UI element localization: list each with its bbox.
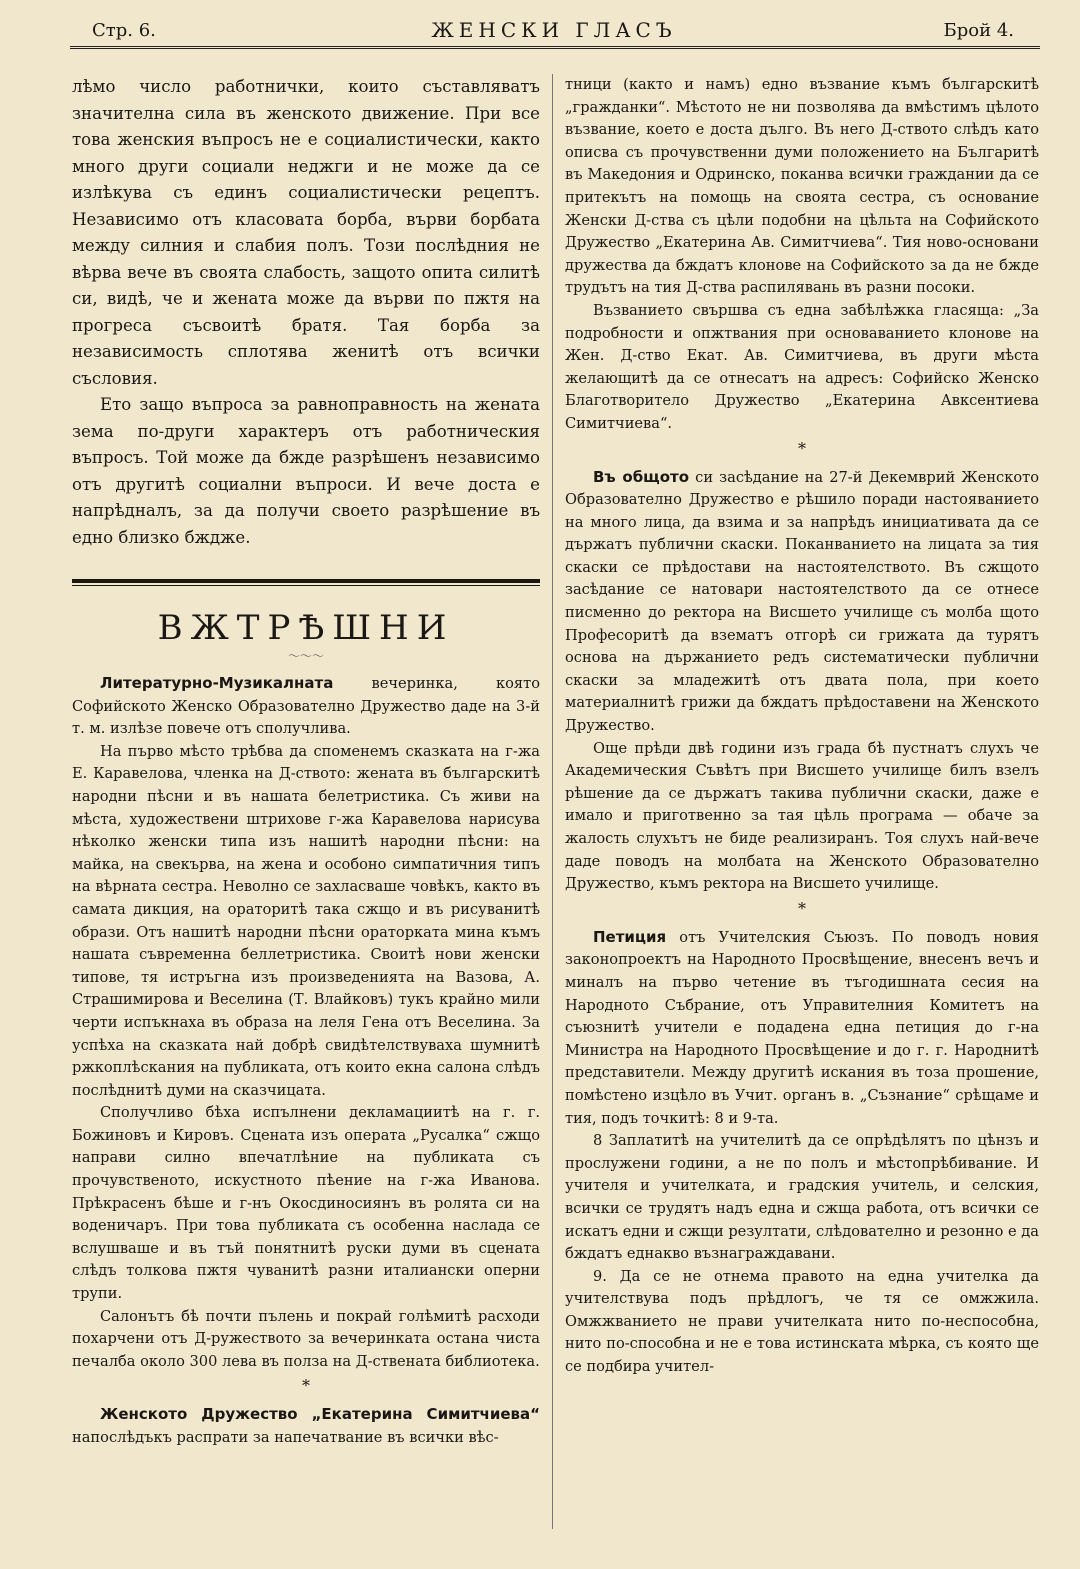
article-text: вечеринка, която Софийското Женско Образователно Дружество даде на 3-й т. м. излѣзе повече отъ сполучлива. [72,675,540,738]
page-number: Стр. 6. [92,20,156,41]
article-text: отъ Учителския Съюзъ. По поводъ новия законопроектъ на Народното Просвѣщение, внесенъ вечъ и миналъ на първо четение въ тъгодишната сесия на Народното Събрание, отъ Управителния Комитетъ на съюзнитѣ учители е подадена една петиция до г-на Министра на Народното Просвѣщение и до г. г. Народнитѣ представители. Между другитѣ искания въ тоза прошение, помѣстено изцѣло въ Учит. органъ в. „Съзнание“ срѣщаме и тия, подъ точкитѣ: 8 и 9-та. [565,928,1039,1127]
ornament: 〜〜〜 [287,649,324,663]
section-heading: ВЖТРѢШНИ [157,608,455,648]
paragraph: 9. Да се не отнема правото на една учителка да учителствува подъ прѣдлогъ, че тя се омжжила. Омжжванието не прави учителката нито по-неспособна, нито по-способна и не е това истинската мѣрка, съ която ще се подбира учител- [565,1267,1039,1376]
article-text: напослѣдъкъ распрати за напечатвание въ всички вѣс- [72,1429,499,1446]
article-lead: Петиция [593,927,667,946]
right-column [565,74,1039,1379]
issue-number: Брой 4. [943,20,1014,41]
separator-asterisk: * [798,438,806,458]
article-lead: Женското Дружество „Екатерина Симитчиева“ [100,1405,540,1424]
paragraph: лѣмо число работнички, които съставляватъ значителна сила въ женското движение. При все това женския въпросъ не е социалистически, както много други социали неджги и не може да се излѣкува съ единъ социалистически рецептъ. Независимо отъ класовата борба, върви борбата между силния и слабия полъ. Този послѣдния не вѣрва вече въ своята слабость, защото опита силитѣ си, видѣ, че и жената може да върви по пжтя на прогреса съсвоитѣ братя. Тая борба за независимость сплотява женитѣ отъ всички съсловия. [72,77,540,388]
section-divider [72,579,540,586]
paragraph: 8 Заплатитѣ на учителитѣ да се опрѣдѣлятъ по цѣнзъ и прослужени години, а не по полъ и мѣстопрѣбивание. И учителя и учителката, и градския учитель, и селския, всички се трудятъ надъ една и сжща работа, отъ всички се искатъ едни и сжщи резултати, слѣдователно и резонно е да бждатъ еднакво възнаграждавани. [565,1132,1039,1263]
column-divider [552,74,553,1529]
header-rule [70,46,1040,49]
paragraph: Салонътъ бѣ почти пълень и покрай голѣмитѣ расходи похарчени отъ Д-ружеството за вечеринката остана чиста печалба около 300 лева въ полза на Д-ствената библиотека. [72,1307,540,1370]
paragraph: На първо мѣсто трѣбва да споменемъ сказката на г-жа Е. Каравелова, членка на Д-ството: жената въ българскитѣ народни пѣсни и въ нашата белетристика. Съ живи на мѣста, художествени штрихове г-жа Каравелова нарисува нѣколко женски типа изъ нашитѣ народни пѣсни: на майка, на свекърва, на жена и особоно симпатичния типъ на вѣрната сестра. Неволно се захласваше човѣкъ, както въ самата дикция, на ораторитѣ така сжщо и въ рисуванитѣ образи. Отъ нашитѣ народни пѣсни ораторката мина къмъ нашата съвременна беллетристика. Своитѣ нови женски типове, тя истръгна изъ произведенията на Вазова, А. Страшимирова и Веселина (Т. Влайковъ) тукъ крайно мили черти испъкнаха въ образа на леля Гена отъ Веселина. За успѣха на сказката най добрѣ свидѣтелствуваха шумнитѣ ржкоплѣскания на публиката, отъ които екна салона слѣдъ послѣднитѣ думи на сказчицата. [72,742,540,1099]
article-lead: Литературно-Музикалната [100,674,334,692]
separator-asterisk: * [302,1376,310,1396]
article-literary-evening [72,672,540,741]
paragraph: Сполучливо бѣха испълнени декламациитѣ на г. г. Божиновъ и Кировъ. Сцената изъ операта „Русалка“ сжщо направи силно впечатлѣние на публиката съ прочувственото, искустното пѣение на г-жа Иванова. Прѣкрасенъ бѣше и г-нъ Окосдиносиянъ въ ролята си на воденичаръ. При това публиката съ особенна наслада се вслушваше и въ тъй понятнитѣ руски думи въ сцената слѣдъ толкова пжтя чуванитѣ разни италиански оперни трупи. [72,1104,540,1303]
running-header [72,14,1036,46]
paragraph: Още прѣди двѣ години изъ града бѣ пустнатъ слухъ че Академическия Съвѣтъ при Висшето училище билъ взелъ рѣшение да се държатъ такива публични скаски, даже е имало и приготвенно за тая цѣль програма — обаче за жалость слухътъ не биде реализиранъ. Тоя слухъ най-вече даде поводъ на молбата на Женското Образователно Дружество, къмъ ректора на Висшето училище. [565,739,1039,893]
left-column [72,74,540,1450]
article-simitchieva-society [72,1403,540,1449]
article-general-meeting [565,466,1039,738]
newspaper-title: ЖЕНСКИ ГЛАСЪ [431,18,677,42]
article-text: си засѣдание на 27-й Декемврий Женското Образователно Дружество е рѣшило поради настояванието на много лица, да взима и за напрѣдъ инициативата да се държатъ публични скаски. Поканванието на лицата за тия скаски се прѣдостави на настоятелството. Въ сжщото засѣдание се натовари настоятелството да се отнесе писменно до ректора на Висшето училище съ молба щото Професоритѣ да взематъ отгорѣ си грижата да турятъ основа на държанието редъ систематически публични скаски за младежитѣ отъ двата пола, при което материалнитѣ грижи да бждатъ прѣдоставени на Женското Дружество. [565,468,1039,735]
article-lead: Въ общото [593,467,690,486]
article-teachers-petition [565,926,1039,1130]
separator-asterisk: * [798,898,806,918]
paragraph: Ето защо въпроса за равноправность на жената зема по-други характеръ отъ работническия въпросъ. Той може да бжде разрѣшенъ независимо отъ другитѣ социални въпроси. И вече доста е напрѣдналъ, за да получи своето разрѣшение въ едно близко бждже. [72,395,540,547]
paragraph: тници (както и намъ) едно възвание къмъ българскитѣ „гражданки“. Мѣстото не ни позволява да вмѣстимъ цѣлото възвание, което е доста дълго. Въ него Д-ството слѣдъ като описва съ прочувственни думи положението на Българитѣ въ Македония и Одринско, поканва всички граждании да се притекътъ на помощь на своята сестра, съ основание Женски Д-ства съ цѣли подобни на цѣльта на Софийското Дружество „Екатерина Ав. Симитчиева“. Тия ново-основани дружества да бждатъ клонове на Софийското за да не бжде трудътъ на тия Д-ства распилявань въ разни посоки. [565,76,1039,297]
paragraph: Възванието свършва съ една забѣлѣжка гласяща: „За подробности и опжтвания при основаванието клонове на Жен. Д-ство Екат. Ав. Симитчиева, въ други мѣста желающитѣ да се отнесатъ на адресъ: Софийско Женско Благотворитело Дружество „Екатерина Авксентиева Симитчиева“. [565,301,1039,432]
